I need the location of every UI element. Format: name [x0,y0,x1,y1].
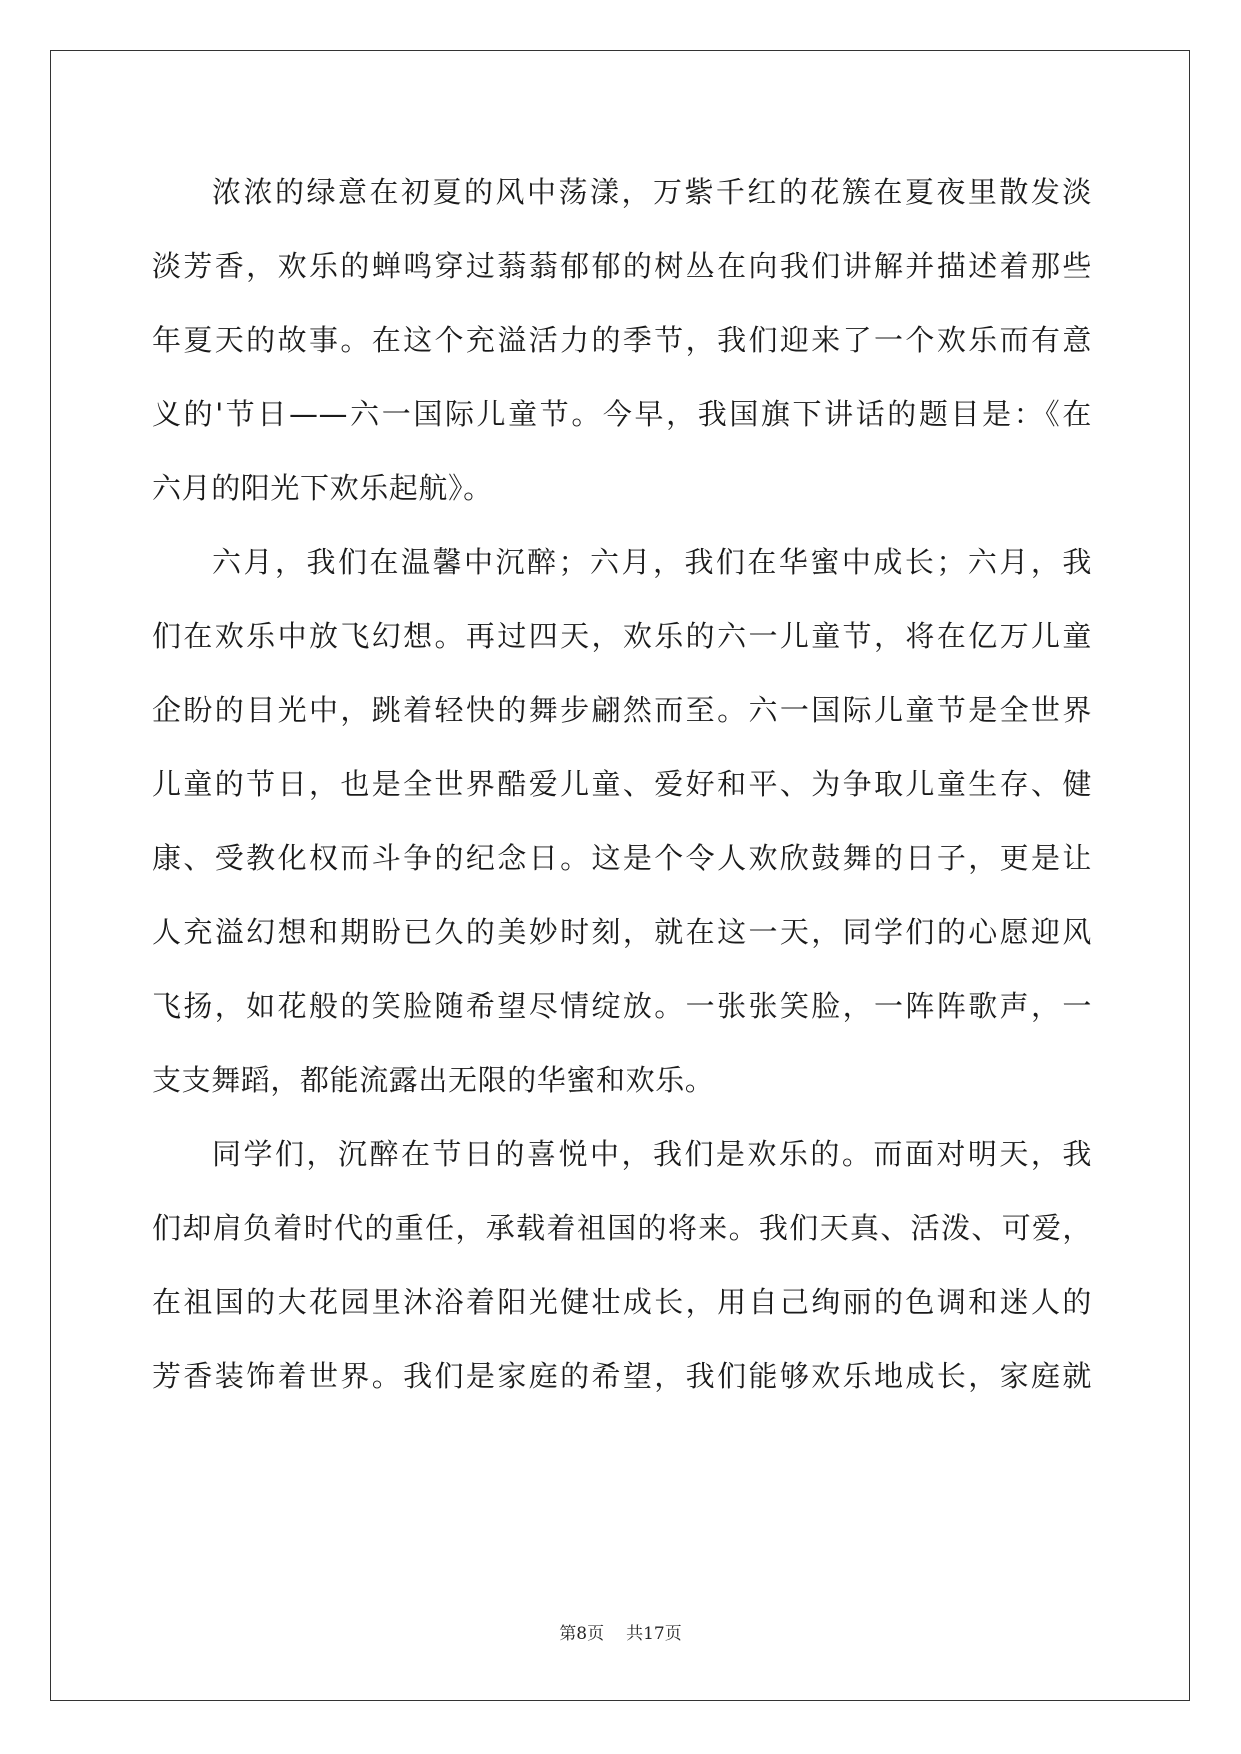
paragraph-line: 年夏天的故事。在这个充溢活力的季节，我们迎来了一个欢乐而有意 [152,323,1092,357]
paragraph-line: 们在欢乐中放飞幻想。再过四天，欢乐的六一儿童节，将在亿万儿童 [152,619,1092,653]
page-footer [0,1622,1241,1646]
paragraph-line: 支支舞蹈，都能流露出无限的华蜜和欢乐。 [152,1063,715,1097]
paragraph-line: 在祖国的大花园里沐浴着阳光健壮成长，用自己绚丽的色调和迷人的 [152,1285,1092,1319]
paragraph-line: 康、受教化权而斗争的纪念日。这是个令人欢欣鼓舞的日子，更是让 [152,841,1092,875]
paragraph-line: 同学们，沉醉在节日的喜悦中，我们是欢乐的。而面对明天，我 [212,1137,1092,1171]
page-total: 共17页 [626,1624,682,1644]
paragraph-line: 人充溢幻想和期盼已久的美妙时刻，就在这一天，同学们的心愿迎风 [152,915,1092,949]
page-number: 第8页 [559,1624,605,1644]
paragraph-line: 浓浓的绿意在初夏的风中荡漾，万紫千红的花簇在夏夜里散发淡 [212,175,1092,209]
paragraph-line: 淡芳香，欢乐的蝉鸣穿过蓊蓊郁郁的树丛在向我们讲解并描述着那些 [152,249,1092,283]
paragraph-line: 芳香装饰着世界。我们是家庭的希望，我们能够欢乐地成长，家庭就 [152,1359,1092,1393]
paragraph-line: 六月，我们在温馨中沉醉；六月，我们在华蜜中成长；六月，我 [212,545,1092,579]
paragraph-line: 企盼的目光中，跳着轻快的舞步翩然而至。六一国际儿童节是全世界 [152,693,1092,727]
paragraph-line: 六月的阳光下欢乐起航》。 [152,471,493,505]
paragraph-line: 飞扬，如花般的笑脸随希望尽情绽放。一张张笑脸，一阵阵歌声，一 [152,989,1092,1023]
paragraph-line: 儿童的节日，也是全世界酷爱儿童、爱好和平、为争取儿童生存、健 [152,767,1092,801]
paragraph-line: 义的'节日——六一国际儿童节。今早，我国旗下讲话的题目是：《在 [152,397,1092,431]
paragraph-line: 们却肩负着时代的重任，承载着祖国的将来。我们天真、活泼、可爱， [152,1211,1092,1245]
